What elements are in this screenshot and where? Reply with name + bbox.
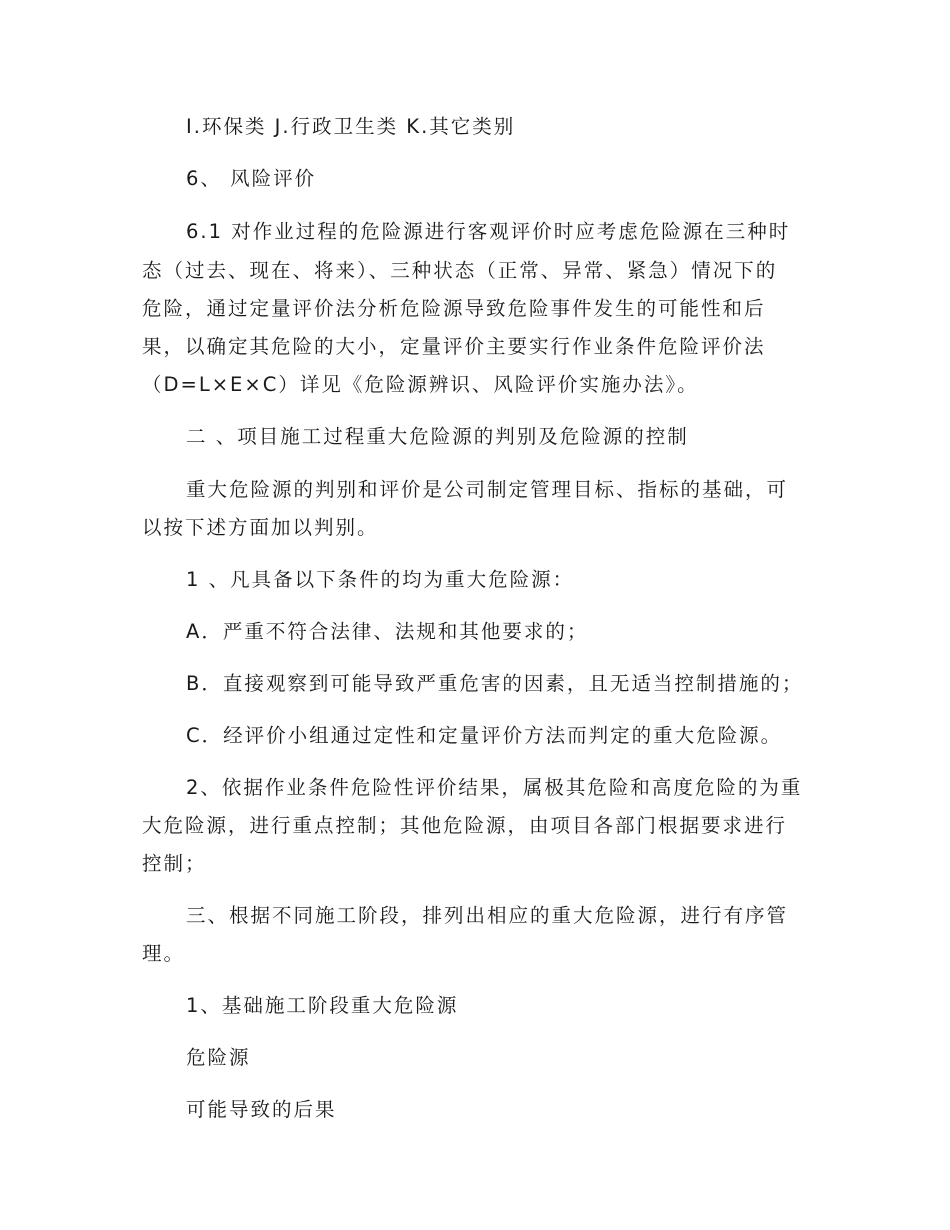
paragraph-line: 危险，通过定量评价法分析危险源导致危险事件发生的可能性和后 (142, 297, 766, 320)
list-heading: 1 、凡具备以下条件的均为重大危险源： (186, 568, 575, 591)
paragraph-line: 控制； (142, 852, 207, 875)
text-line-category-list: I.环保类 J.行政卫生类 K.其它类别 (186, 115, 516, 138)
heading-risk-evaluation: 6、 风险评价 (186, 167, 317, 190)
paragraph-line: 大危险源，进行重点控制；其他危险源，由项目各部门根据要求进行 (142, 814, 788, 837)
paragraph-line: 果，以确定其危险的大小，定量评价主要实行作业条件危险评价法 (142, 335, 766, 358)
paragraph-line: 2、依据作业条件危险性评价结果，属极其危险和高度危险的为重 (186, 776, 803, 799)
subheading: 1、基础施工阶段重大危险源 (186, 994, 459, 1017)
list-item: A．严重不符合法律、法规和其他要求的； (186, 620, 589, 643)
paragraph-line: 以按下述方面加以判别。 (142, 516, 379, 539)
paragraph-line: 三、根据不同施工阶段，排列出相应的重大危险源，进行有序管 (186, 904, 789, 927)
paragraph-line: （D=L×E×C）详见《危险源辨识、风险评价实施办法》。 (142, 373, 699, 396)
list-item: B．直接观察到可能导致严重危害的因素，且无适当控制措施的； (186, 672, 804, 695)
list-item: C．经评价小组通过定性和定量评价方法而判定的重大危险源。 (186, 724, 783, 747)
paragraph-line: 态（过去、现在、将来）、三种状态（正常、异常、紧急）情况下的 (142, 259, 778, 282)
paragraph-line: 重大危险源的判别和评价是公司制定管理目标、指标的基础，可 (186, 478, 789, 501)
table-label-consequence: 可能导致的后果 (186, 1098, 337, 1121)
table-label-hazard: 危险源 (186, 1046, 251, 1069)
paragraph-line: 6.1 对作业过程的危险源进行客观评价时应考虑危险源在三种时 (186, 220, 791, 243)
paragraph-line: 理。 (142, 942, 186, 965)
section-heading: 二 、项目施工过程重大危险源的判别及危险源的控制 (186, 425, 689, 448)
